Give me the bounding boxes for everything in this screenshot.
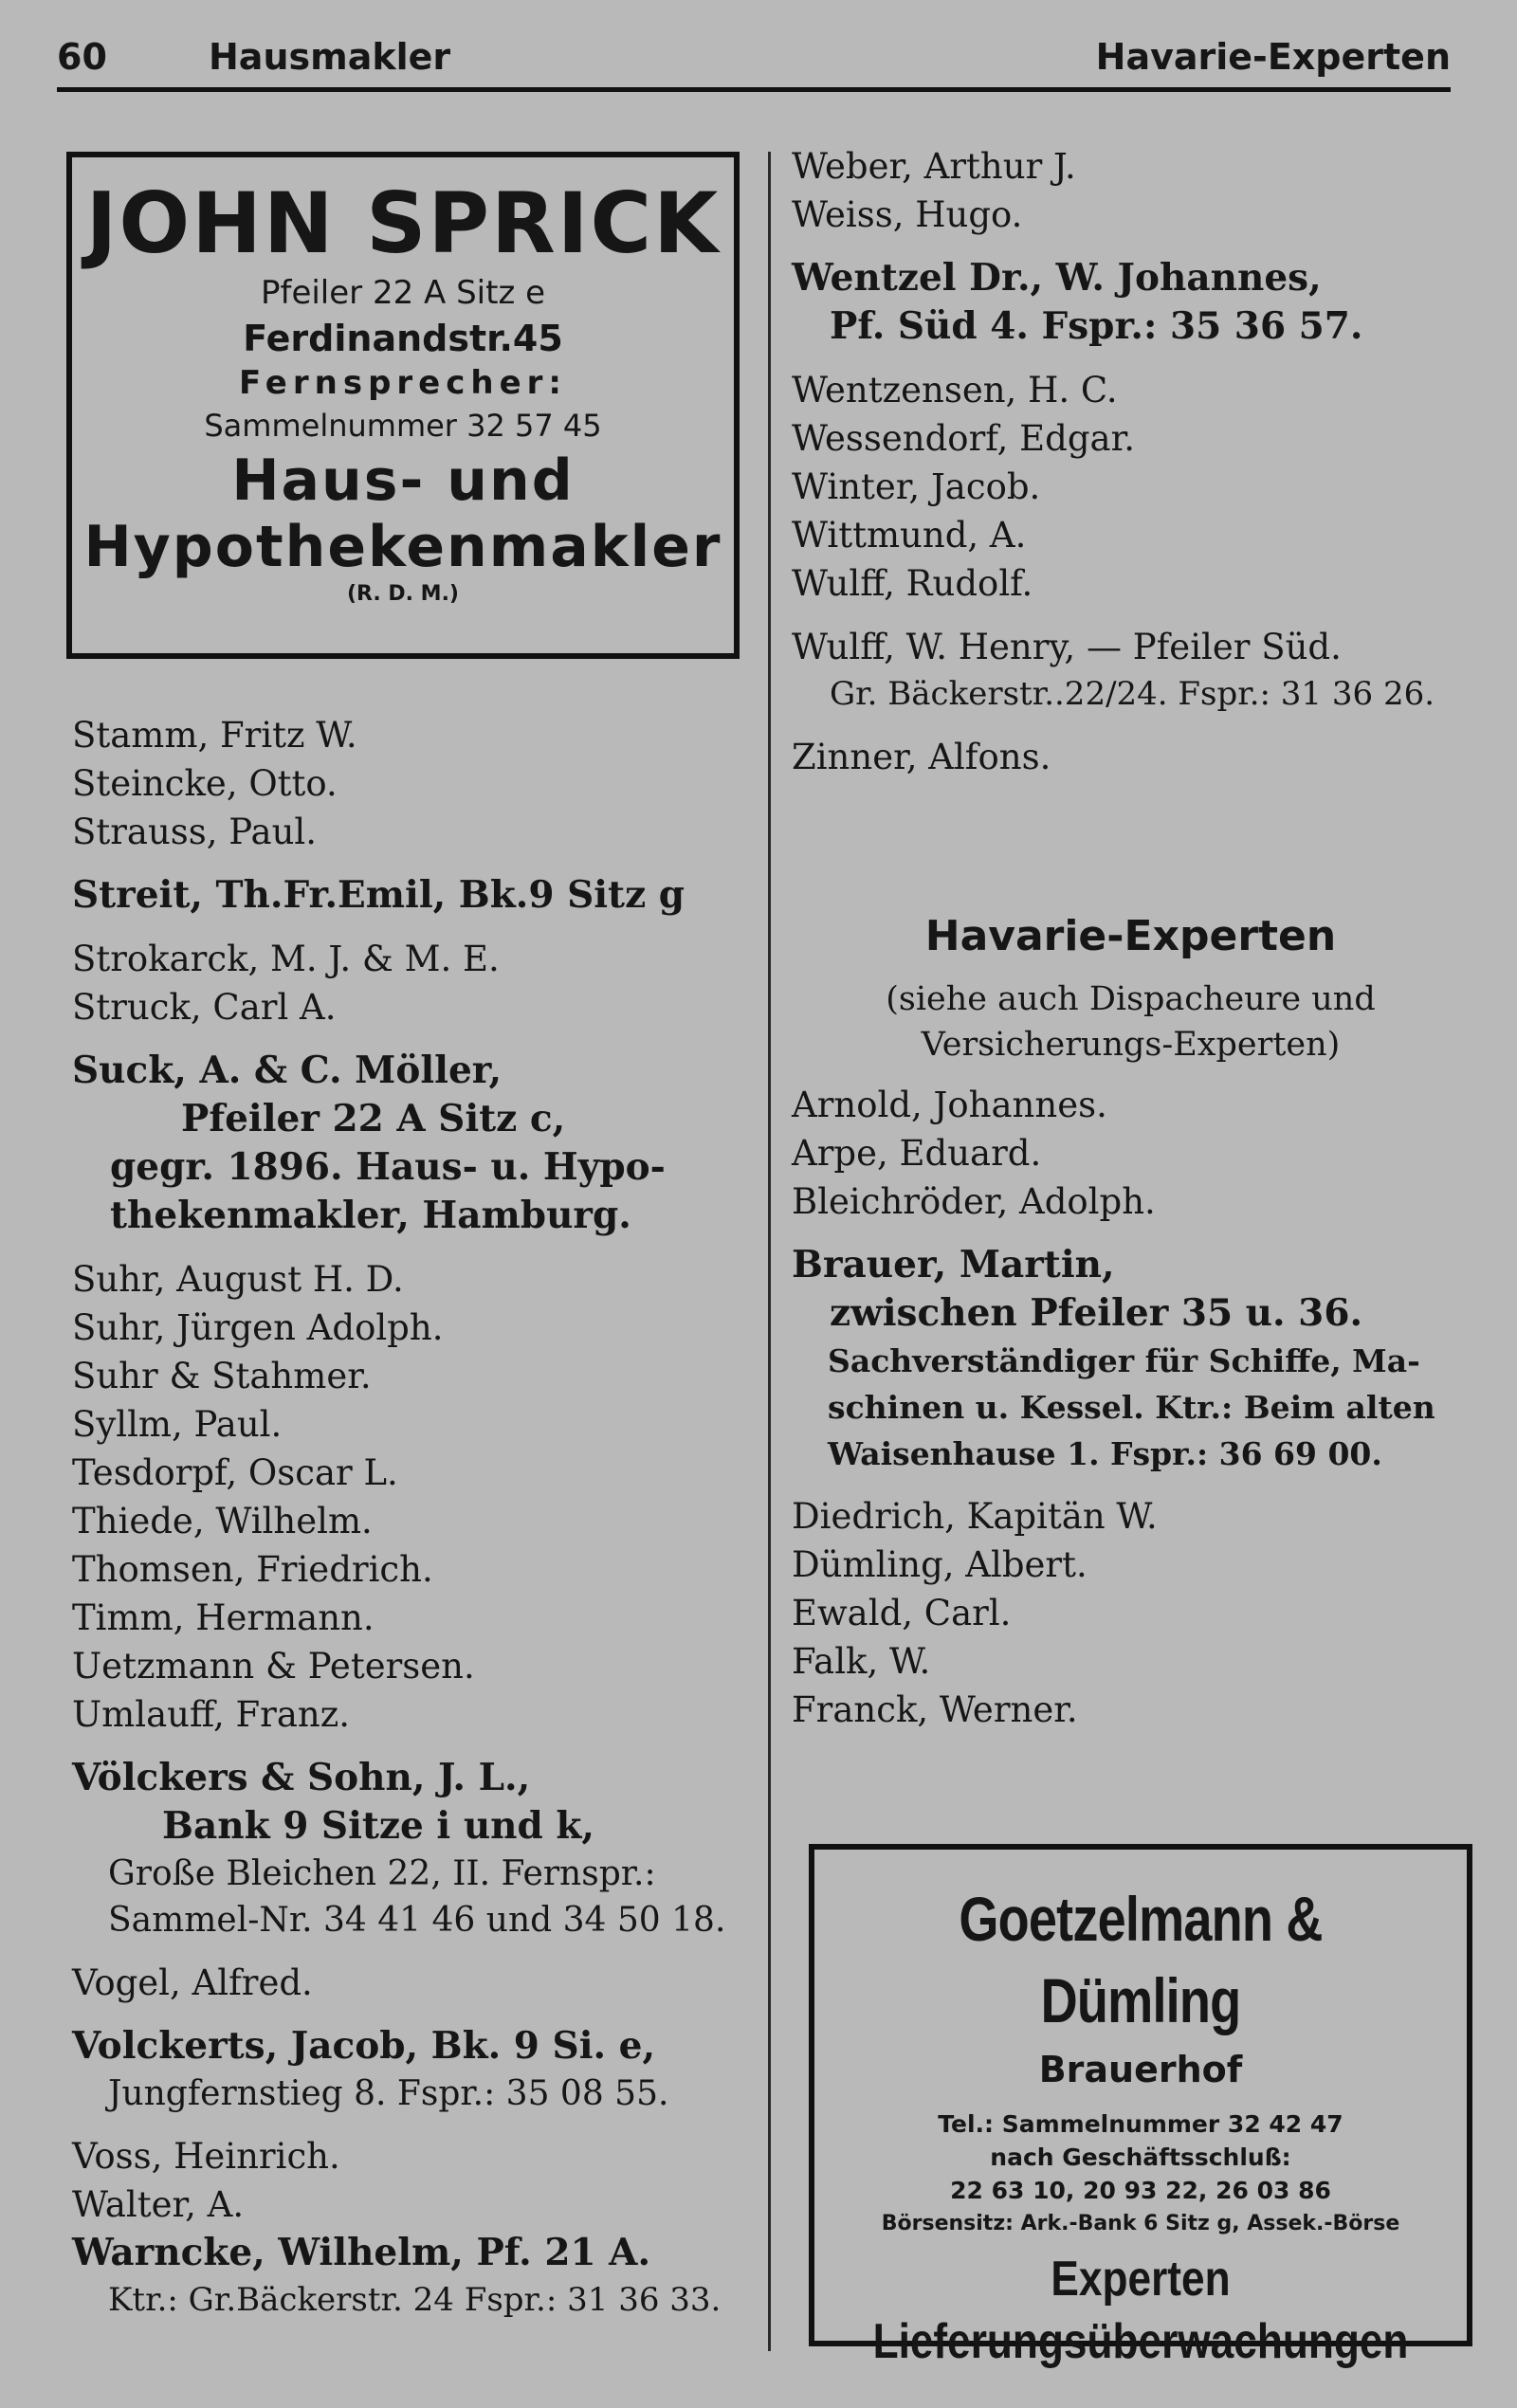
entry-line: thekenmakler, Hamburg.	[110, 1194, 631, 1237]
section-note: (siehe auch Dispacheure und	[886, 980, 1376, 1018]
entry-line: Sachverständiger für Schiffe, Ma-	[828, 1342, 1420, 1379]
list-item: Thomsen, Friedrich.	[72, 1549, 433, 1590]
list-item: Winter, Jacob.	[792, 466, 1041, 507]
list-item: Zinner, Alfons.	[792, 737, 1051, 777]
list-item: Ewald, Carl.	[792, 1593, 1012, 1633]
ad-line: Experten	[1051, 2252, 1231, 2307]
list-item-bold	[72, 1047, 725, 1240]
list-item: Walter, A.	[72, 2184, 245, 2225]
list-item: Strauss, Paul.	[72, 812, 318, 852]
entry-line: Pfeiler 22 A Sitz c,	[181, 1097, 566, 1140]
entry-line: zwischen Pfeiler 35 u. 36.	[830, 1291, 1363, 1335]
list-item: Arpe, Eduard.	[792, 1133, 1042, 1174]
ad-line: Ferdinandstr.45	[243, 318, 563, 359]
ad-line: 22 63 10, 20 93 22, 26 03 86	[950, 2177, 1331, 2204]
list-item: Suhr & Stahmer.	[72, 1356, 372, 1396]
ad-line: Haus- und	[231, 447, 575, 514]
list-item-bold	[792, 1241, 1470, 1338]
list-item: Uetzmann & Petersen.	[72, 1646, 475, 1687]
entry-line: Sammel-Nr. 34 41 46 und 34 50 18.	[108, 1901, 726, 1940]
list-item: Suhr, Jürgen Adolph.	[72, 1307, 444, 1348]
entry-line: Völckers & Sohn, J. L.,	[72, 1756, 531, 1799]
ad-line: Tel.: Sammelnummer 32 42 47	[938, 2110, 1343, 2138]
ad-company-name: Goetzelmann & Dümling	[959, 1884, 1323, 2035]
header-rule	[57, 87, 1451, 92]
entry-line: Suck, A. & C. Möller,	[72, 1049, 503, 1092]
list-item: Weber, Arthur J.	[792, 146, 1076, 187]
list-item: Dümling, Albert.	[792, 1544, 1087, 1585]
page-number: 60	[57, 36, 107, 78]
list-item: Suhr, August H. D.	[72, 1259, 404, 1300]
entry-line: Jungfernstieg 8. Fspr.: 35 08 55.	[108, 2074, 669, 2113]
entry-line: Wentzel Dr., W. Johannes,	[792, 256, 1322, 300]
list-item: Wulff, W. Henry, — Pfeiler Süd.	[792, 627, 1342, 667]
list-item-bold	[72, 1754, 725, 1851]
entry-line: Pf. Süd 4. Fspr.: 35 36 57.	[830, 304, 1363, 348]
list-item: Wentzensen, H. C.	[792, 370, 1118, 410]
entry-line: Große Bleichen 22, II. Fernspr.:	[108, 1854, 656, 1893]
ad-line: Pfeiler 22 A Sitz e	[260, 274, 546, 312]
entry-line: Gr. Bäckerstr..22/24. Fspr.: 31 36 26.	[830, 675, 1435, 713]
list-item-bold	[792, 254, 1470, 351]
list-item: Weiss, Hugo.	[792, 194, 1023, 235]
ad-line: Lieferungsüberwachungen	[872, 2314, 1409, 2369]
list-item-bold: Warncke, Wilhelm, Pf. 21 A.	[72, 2231, 651, 2274]
list-item: Syllm, Paul.	[72, 1404, 283, 1445]
right-running-title: Havarie-Experten	[1095, 36, 1451, 78]
entry-line: Ktr.: Gr.Bäckerstr. 24 Fspr.: 31 36 33.	[108, 2281, 722, 2319]
right-listing	[792, 142, 1470, 781]
list-item: Wulff, Rudolf.	[792, 563, 1033, 604]
ad-line: Fernsprecher:	[238, 364, 568, 402]
left-listing	[72, 711, 725, 2324]
ad-line: Brauerhof	[1038, 2049, 1243, 2090]
list-item: Diedrich, Kapitän W.	[792, 1496, 1158, 1537]
right-column	[792, 142, 1470, 2369]
left-running-title: Hausmakler	[209, 36, 451, 78]
ad-company-name: JOHN SPRICK	[85, 174, 721, 272]
column-divider	[768, 152, 771, 2351]
list-item: Wittmund, A.	[792, 515, 1027, 556]
havarie-section	[792, 910, 1470, 1734]
list-item-bold: Streit, Th.Fr.Emil, Bk.9 Sitz g	[72, 873, 685, 917]
list-item-bold: Volckerts, Jacob, Bk. 9 Si. e,	[72, 2024, 656, 2068]
list-item: Tesdorpf, Oscar L.	[72, 1452, 398, 1493]
entry-line: schinen u. Kessel. Ktr.: Beim alten	[828, 1389, 1435, 1426]
list-item: Stamm, Fritz W.	[72, 715, 357, 756]
section-heading: Havarie-Experten	[924, 912, 1337, 960]
ad-line: nach Geschäftsschluß:	[990, 2143, 1291, 2171]
list-item: Franck, Werner.	[792, 1689, 1078, 1730]
list-item: Arnold, Johannes.	[792, 1085, 1107, 1125]
list-item: Bleichröder, Adolph.	[792, 1181, 1156, 1222]
list-item: Strokarck, M. J. & M. E.	[72, 939, 500, 979]
page-header	[57, 28, 1451, 95]
advertisement-john-sprick	[66, 152, 740, 659]
list-item: Struck, Carl A.	[72, 987, 337, 1028]
entry-line: gegr. 1896. Haus- u. Hypo-	[110, 1145, 666, 1189]
list-item: Vogel, Alfred.	[72, 1962, 313, 2003]
advertisement-goetzelmann-duemling	[809, 1844, 1472, 2369]
ad-line: Sammelnummer 32 57 45	[204, 408, 602, 444]
ad-line: (R. D. M.)	[346, 582, 459, 606]
list-item: Umlauff, Franz.	[72, 1694, 350, 1735]
list-item: Voss, Heinrich.	[72, 2136, 340, 2177]
section-note: Versicherungs-Experten)	[921, 1026, 1341, 1064]
list-item: Thiede, Wilhelm.	[72, 1501, 373, 1541]
list-item: Steincke, Otto.	[72, 763, 338, 804]
entry-line: Bank 9 Sitze i und k,	[162, 1804, 594, 1848]
entry-line: Brauer, Martin,	[792, 1243, 1115, 1286]
list-item: Timm, Hermann.	[72, 1597, 375, 1638]
list-item: Wessendorf, Edgar.	[792, 418, 1135, 459]
ad-line: Börsensitz: Ark.-Bank 6 Sitz g, Assek.-Börse	[881, 2212, 1400, 2235]
entry-line: Waisenhause 1. Fspr.: 36 69 00.	[828, 1435, 1382, 1472]
list-item: Falk, W.	[792, 1641, 931, 1682]
ad-line: Hypothekenmakler	[83, 514, 722, 580]
